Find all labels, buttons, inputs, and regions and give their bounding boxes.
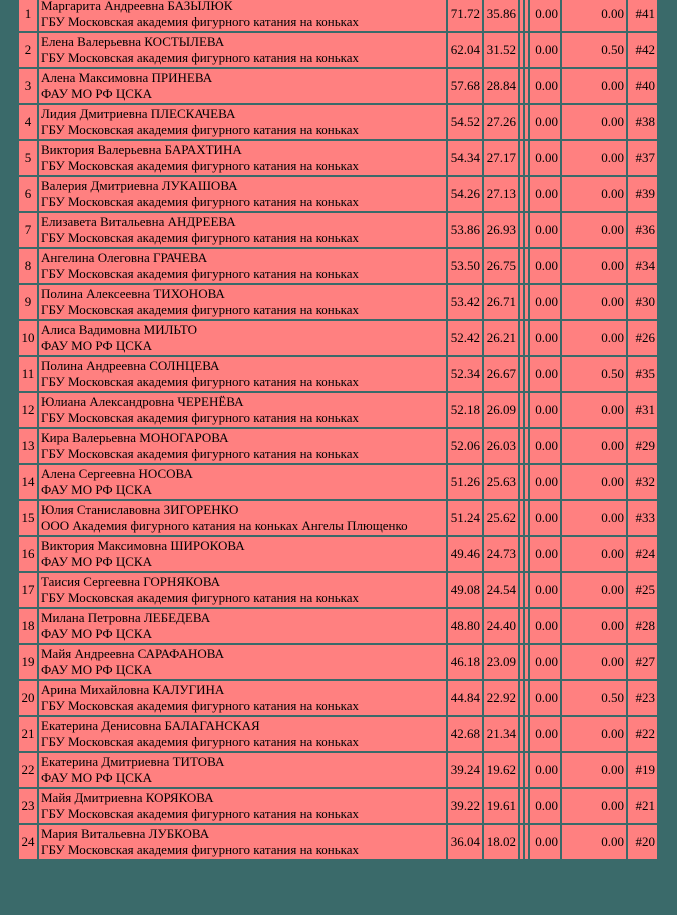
table-row: [19, 573, 657, 607]
club-name: ГБУ Московская академия фигурного катания на коньках: [41, 806, 360, 821]
deduction-cell: 0.00: [562, 465, 626, 499]
empty-cell: [525, 717, 528, 751]
component-score-cell: 0.00: [530, 825, 560, 859]
start-number-cell: #20: [628, 825, 657, 859]
club-name: ФАУ МО РФ ЦСКА: [41, 626, 152, 641]
table-row: [19, 357, 657, 391]
skater-name: Милана Петровна ЛЕБЕДЕВА: [41, 610, 211, 625]
total-score-cell: 49.08: [448, 573, 482, 607]
total-score-cell: 51.26: [448, 465, 482, 499]
deduction-cell: 0.00: [562, 213, 626, 247]
empty-cell: [525, 825, 528, 859]
empty-cell: [520, 105, 523, 139]
component-score-cell: 0.00: [530, 429, 560, 463]
skater-cell: [39, 357, 446, 391]
empty-cell: [525, 213, 528, 247]
club-name: ГБУ Московская академия фигурного катания на коньках: [41, 698, 360, 713]
deduction-cell: 0.00: [562, 141, 626, 175]
skater-cell: [39, 753, 446, 787]
total-score-cell: 53.42: [448, 285, 482, 319]
skater-cell: [39, 825, 446, 859]
element-score-cell: 26.67: [484, 357, 518, 391]
start-number-cell: #22: [628, 717, 657, 751]
start-number-cell: #29: [628, 429, 657, 463]
component-score-cell: 0.00: [530, 717, 560, 751]
empty-cell: [520, 789, 523, 823]
empty-cell: [520, 321, 523, 355]
empty-cell: [520, 0, 523, 31]
results-table-wrapper: [17, 0, 659, 861]
place-cell: 13: [19, 429, 37, 463]
empty-cell: [525, 537, 528, 571]
table-row: [19, 393, 657, 427]
skater-name: Юлиана Александровна ЧЕРЕНЁВА: [41, 394, 244, 409]
club-name: ГБУ Московская академия фигурного катания на коньках: [41, 266, 360, 281]
skater-cell: [39, 465, 446, 499]
empty-cell: [520, 429, 523, 463]
table-row: [19, 321, 657, 355]
empty-cell: [525, 393, 528, 427]
deduction-cell: 0.00: [562, 249, 626, 283]
skater-cell: [39, 105, 446, 139]
empty-cell: [520, 69, 523, 103]
skater-name: Лидия Дмитриевна ПЛЕСКАЧЕВА: [41, 106, 236, 121]
deduction-cell: 0.50: [562, 681, 626, 715]
deduction-cell: 0.50: [562, 33, 626, 67]
table-row: [19, 789, 657, 823]
results-body: [19, 0, 657, 859]
component-score-cell: 0.00: [530, 753, 560, 787]
start-number-cell: #23: [628, 681, 657, 715]
table-row: [19, 69, 657, 103]
skater-cell: [39, 537, 446, 571]
place-cell: 14: [19, 465, 37, 499]
component-score-cell: 0.00: [530, 645, 560, 679]
table-row: [19, 825, 657, 859]
empty-cell: [525, 609, 528, 643]
start-number-cell: #25: [628, 573, 657, 607]
deduction-cell: 0.00: [562, 789, 626, 823]
place-cell: 24: [19, 825, 37, 859]
empty-cell: [520, 645, 523, 679]
table-row: [19, 501, 657, 535]
place-cell: 17: [19, 573, 37, 607]
total-score-cell: 71.72: [448, 0, 482, 31]
component-score-cell: 0.00: [530, 321, 560, 355]
table-row: [19, 33, 657, 67]
deduction-cell: 0.00: [562, 501, 626, 535]
element-score-cell: 27.17: [484, 141, 518, 175]
club-name: ФАУ МО РФ ЦСКА: [41, 482, 152, 497]
club-name: ГБУ Московская академия фигурного катания на коньках: [41, 194, 360, 209]
table-row: [19, 465, 657, 499]
total-score-cell: 39.22: [448, 789, 482, 823]
skater-name: Екатерина Дмитриевна ТИТОВА: [41, 754, 225, 769]
total-score-cell: 42.68: [448, 717, 482, 751]
start-number-cell: #35: [628, 357, 657, 391]
total-score-cell: 44.84: [448, 681, 482, 715]
total-score-cell: 36.04: [448, 825, 482, 859]
place-cell: 20: [19, 681, 37, 715]
table-row: [19, 213, 657, 247]
club-name: ФАУ МО РФ ЦСКА: [41, 86, 152, 101]
element-score-cell: 19.61: [484, 789, 518, 823]
component-score-cell: 0.00: [530, 141, 560, 175]
table-row: [19, 141, 657, 175]
skater-name: Алиса Вадимовна МИЛЬТО: [41, 322, 198, 337]
total-score-cell: 39.24: [448, 753, 482, 787]
component-score-cell: 0.00: [530, 69, 560, 103]
empty-cell: [525, 357, 528, 391]
empty-cell: [520, 393, 523, 427]
place-cell: 1: [19, 0, 37, 31]
total-score-cell: 62.04: [448, 33, 482, 67]
element-score-cell: 23.09: [484, 645, 518, 679]
empty-cell: [520, 825, 523, 859]
deduction-cell: 0.00: [562, 429, 626, 463]
total-score-cell: 52.34: [448, 357, 482, 391]
empty-cell: [520, 537, 523, 571]
skater-cell: [39, 789, 446, 823]
place-cell: 7: [19, 213, 37, 247]
empty-cell: [520, 609, 523, 643]
start-number-cell: #42: [628, 33, 657, 67]
total-score-cell: 57.68: [448, 69, 482, 103]
start-number-cell: #32: [628, 465, 657, 499]
club-name: ГБУ Московская академия фигурного катания на коньках: [41, 122, 360, 137]
club-name: ФАУ МО РФ ЦСКА: [41, 770, 152, 785]
element-score-cell: 28.84: [484, 69, 518, 103]
element-score-cell: 25.63: [484, 465, 518, 499]
club-name: ГБУ Московская академия фигурного катания на коньках: [41, 590, 360, 605]
component-score-cell: 0.00: [530, 105, 560, 139]
deduction-cell: 0.00: [562, 537, 626, 571]
skater-name: Екатерина Денисовна БАЛАГАНСКАЯ: [41, 718, 260, 733]
element-score-cell: 31.52: [484, 33, 518, 67]
club-name: ГБУ Московская академия фигурного катания на коньках: [41, 446, 360, 461]
place-cell: 11: [19, 357, 37, 391]
total-score-cell: 52.18: [448, 393, 482, 427]
element-score-cell: 26.09: [484, 393, 518, 427]
empty-cell: [525, 573, 528, 607]
skater-name: Полина Алексеевна ТИХОНОВА: [41, 286, 225, 301]
deduction-cell: 0.00: [562, 105, 626, 139]
table-row: [19, 537, 657, 571]
skater-cell: [39, 213, 446, 247]
total-score-cell: 48.80: [448, 609, 482, 643]
skater-name: Юлия Станиславовна ЗИГОРЕНКО: [41, 502, 239, 517]
empty-cell: [520, 753, 523, 787]
deduction-cell: 0.00: [562, 393, 626, 427]
total-score-cell: 54.34: [448, 141, 482, 175]
table-row: [19, 285, 657, 319]
skater-name: Виктория Максимовна ШИРОКОВА: [41, 538, 245, 553]
empty-cell: [520, 573, 523, 607]
table-row: [19, 429, 657, 463]
club-name: ФАУ МО РФ ЦСКА: [41, 662, 152, 677]
start-number-cell: #39: [628, 177, 657, 211]
skater-cell: [39, 717, 446, 751]
start-number-cell: #41: [628, 0, 657, 31]
table-row: [19, 609, 657, 643]
element-score-cell: 26.03: [484, 429, 518, 463]
empty-cell: [525, 285, 528, 319]
element-score-cell: 26.93: [484, 213, 518, 247]
skater-name: Елизавета Витальевна АНДРЕЕВА: [41, 214, 236, 229]
skater-name: Майя Андреевна САРАФАНОВА: [41, 646, 225, 661]
club-name: ФАУ МО РФ ЦСКА: [41, 554, 152, 569]
skater-name: Валерия Дмитриевна ЛУКАШОВА: [41, 178, 238, 193]
component-score-cell: 0.00: [530, 33, 560, 67]
deduction-cell: 0.00: [562, 69, 626, 103]
skater-cell: [39, 177, 446, 211]
club-name: ГБУ Московская академия фигурного катания на коньках: [41, 302, 360, 317]
skater-cell: [39, 429, 446, 463]
element-score-cell: 21.34: [484, 717, 518, 751]
skater-name: Алена Сергеевна НОСОВА: [41, 466, 193, 481]
skater-name: Маргарита Андреевна БАЗЫЛЮК: [41, 0, 233, 13]
total-score-cell: 53.50: [448, 249, 482, 283]
empty-cell: [525, 429, 528, 463]
start-number-cell: #40: [628, 69, 657, 103]
start-number-cell: #26: [628, 321, 657, 355]
component-score-cell: 0.00: [530, 393, 560, 427]
place-cell: 10: [19, 321, 37, 355]
place-cell: 3: [19, 69, 37, 103]
start-number-cell: #38: [628, 105, 657, 139]
empty-cell: [520, 465, 523, 499]
start-number-cell: #37: [628, 141, 657, 175]
start-number-cell: #34: [628, 249, 657, 283]
component-score-cell: 0.00: [530, 465, 560, 499]
start-number-cell: #28: [628, 609, 657, 643]
total-score-cell: 51.24: [448, 501, 482, 535]
element-score-cell: 26.21: [484, 321, 518, 355]
table-row: [19, 105, 657, 139]
place-cell: 15: [19, 501, 37, 535]
deduction-cell: 0.00: [562, 177, 626, 211]
skater-name: Арина Михайловна КАЛУГИНА: [41, 682, 225, 697]
total-score-cell: 53.86: [448, 213, 482, 247]
skater-name: Ангелина Олеговна ГРАЧЕВА: [41, 250, 208, 265]
skater-cell: [39, 69, 446, 103]
total-score-cell: 54.26: [448, 177, 482, 211]
start-number-cell: #19: [628, 753, 657, 787]
place-cell: 18: [19, 609, 37, 643]
empty-cell: [520, 681, 523, 715]
empty-cell: [525, 501, 528, 535]
element-score-cell: 24.40: [484, 609, 518, 643]
start-number-cell: #21: [628, 789, 657, 823]
empty-cell: [525, 465, 528, 499]
empty-cell: [525, 249, 528, 283]
element-score-cell: 35.86: [484, 0, 518, 31]
club-name: ГБУ Московская академия фигурного катания на коньках: [41, 842, 360, 857]
deduction-cell: 0.00: [562, 717, 626, 751]
empty-cell: [525, 645, 528, 679]
table-row: [19, 717, 657, 751]
table-row: [19, 753, 657, 787]
place-cell: 16: [19, 537, 37, 571]
component-score-cell: 0.00: [530, 609, 560, 643]
start-number-cell: #33: [628, 501, 657, 535]
element-score-cell: 24.54: [484, 573, 518, 607]
table-row: [19, 681, 657, 715]
empty-cell: [525, 789, 528, 823]
skater-name: Мария Витальевна ЛУБКОВА: [41, 826, 210, 841]
empty-cell: [525, 33, 528, 67]
component-score-cell: 0.00: [530, 537, 560, 571]
empty-cell: [525, 321, 528, 355]
element-score-cell: 22.92: [484, 681, 518, 715]
empty-cell: [520, 177, 523, 211]
empty-cell: [525, 141, 528, 175]
skater-cell: [39, 141, 446, 175]
deduction-cell: 0.00: [562, 753, 626, 787]
start-number-cell: #27: [628, 645, 657, 679]
table-row: [19, 177, 657, 211]
skater-name: Елена Валерьевна КОСТЫЛЕВА: [41, 34, 225, 49]
empty-cell: [520, 501, 523, 535]
skater-name: Алена Максимовна ПРИНЕВА: [41, 70, 213, 85]
element-score-cell: 24.73: [484, 537, 518, 571]
component-score-cell: 0.00: [530, 213, 560, 247]
skater-cell: [39, 393, 446, 427]
skater-name: Майя Дмитриевна КОРЯКОВА: [41, 790, 214, 805]
skater-name: Кира Валерьевна МОНОГАРОВА: [41, 430, 229, 445]
component-score-cell: 0.00: [530, 573, 560, 607]
skater-cell: [39, 573, 446, 607]
skater-cell: [39, 249, 446, 283]
total-score-cell: 49.46: [448, 537, 482, 571]
place-cell: 5: [19, 141, 37, 175]
place-cell: 8: [19, 249, 37, 283]
club-name: ГБУ Московская академия фигурного катания на коньках: [41, 374, 360, 389]
place-cell: 23: [19, 789, 37, 823]
total-score-cell: 52.06: [448, 429, 482, 463]
club-name: ГБУ Московская академия фигурного катания на коньках: [41, 50, 360, 65]
start-number-cell: #24: [628, 537, 657, 571]
skater-name: Таисия Сергеевна ГОРНЯКОВА: [41, 574, 221, 589]
component-score-cell: 0.00: [530, 681, 560, 715]
skater-name: Виктория Валерьевна БАРАХТИНА: [41, 142, 242, 157]
place-cell: 9: [19, 285, 37, 319]
start-number-cell: #30: [628, 285, 657, 319]
place-cell: 4: [19, 105, 37, 139]
element-score-cell: 27.26: [484, 105, 518, 139]
club-name: ГБУ Московская академия фигурного катания на коньках: [41, 734, 360, 749]
club-name: ГБУ Московская академия фигурного катания на коньках: [41, 410, 360, 425]
skater-cell: [39, 321, 446, 355]
empty-cell: [525, 0, 528, 31]
element-score-cell: 26.71: [484, 285, 518, 319]
start-number-cell: #31: [628, 393, 657, 427]
element-score-cell: 27.13: [484, 177, 518, 211]
deduction-cell: 0.00: [562, 825, 626, 859]
table-row: [19, 0, 657, 31]
total-score-cell: 46.18: [448, 645, 482, 679]
empty-cell: [520, 213, 523, 247]
place-cell: 19: [19, 645, 37, 679]
component-score-cell: 0.00: [530, 285, 560, 319]
empty-cell: [520, 357, 523, 391]
skater-cell: [39, 645, 446, 679]
table-row: [19, 645, 657, 679]
element-score-cell: 25.62: [484, 501, 518, 535]
component-score-cell: 0.00: [530, 501, 560, 535]
deduction-cell: 0.00: [562, 321, 626, 355]
empty-cell: [525, 753, 528, 787]
empty-cell: [520, 141, 523, 175]
results-table: [17, 0, 659, 861]
skater-name: Полина Андреевна СОЛНЦЕВА: [41, 358, 220, 373]
deduction-cell: 0.00: [562, 0, 626, 31]
component-score-cell: 0.00: [530, 177, 560, 211]
club-name: ФАУ МО РФ ЦСКА: [41, 338, 152, 353]
deduction-cell: 0.50: [562, 357, 626, 391]
start-number-cell: #36: [628, 213, 657, 247]
component-score-cell: 0.00: [530, 789, 560, 823]
element-score-cell: 26.75: [484, 249, 518, 283]
place-cell: 6: [19, 177, 37, 211]
club-name: ГБУ Московская академия фигурного катания на коньках: [41, 14, 360, 29]
component-score-cell: 0.00: [530, 0, 560, 31]
empty-cell: [520, 717, 523, 751]
empty-cell: [520, 285, 523, 319]
element-score-cell: 19.62: [484, 753, 518, 787]
place-cell: 22: [19, 753, 37, 787]
empty-cell: [525, 681, 528, 715]
club-name: ГБУ Московская академия фигурного катания на коньках: [41, 230, 360, 245]
total-score-cell: 52.42: [448, 321, 482, 355]
deduction-cell: 0.00: [562, 609, 626, 643]
place-cell: 21: [19, 717, 37, 751]
deduction-cell: 0.00: [562, 645, 626, 679]
place-cell: 2: [19, 33, 37, 67]
skater-cell: [39, 501, 446, 535]
component-score-cell: 0.00: [530, 249, 560, 283]
empty-cell: [525, 177, 528, 211]
empty-cell: [520, 249, 523, 283]
deduction-cell: 0.00: [562, 285, 626, 319]
club-name: ГБУ Московская академия фигурного катания на коньках: [41, 158, 360, 173]
empty-cell: [520, 33, 523, 67]
total-score-cell: 54.52: [448, 105, 482, 139]
table-row: [19, 249, 657, 283]
deduction-cell: 0.00: [562, 573, 626, 607]
place-cell: 12: [19, 393, 37, 427]
empty-cell: [525, 69, 528, 103]
skater-cell: [39, 285, 446, 319]
empty-cell: [525, 105, 528, 139]
skater-cell: [39, 609, 446, 643]
component-score-cell: 0.00: [530, 357, 560, 391]
skater-cell: [39, 681, 446, 715]
skater-cell: [39, 33, 446, 67]
element-score-cell: 18.02: [484, 825, 518, 859]
skater-cell: [39, 0, 446, 31]
club-name: ООО Академия фигурного катания на коньках Ангелы Плющенко: [41, 518, 408, 533]
